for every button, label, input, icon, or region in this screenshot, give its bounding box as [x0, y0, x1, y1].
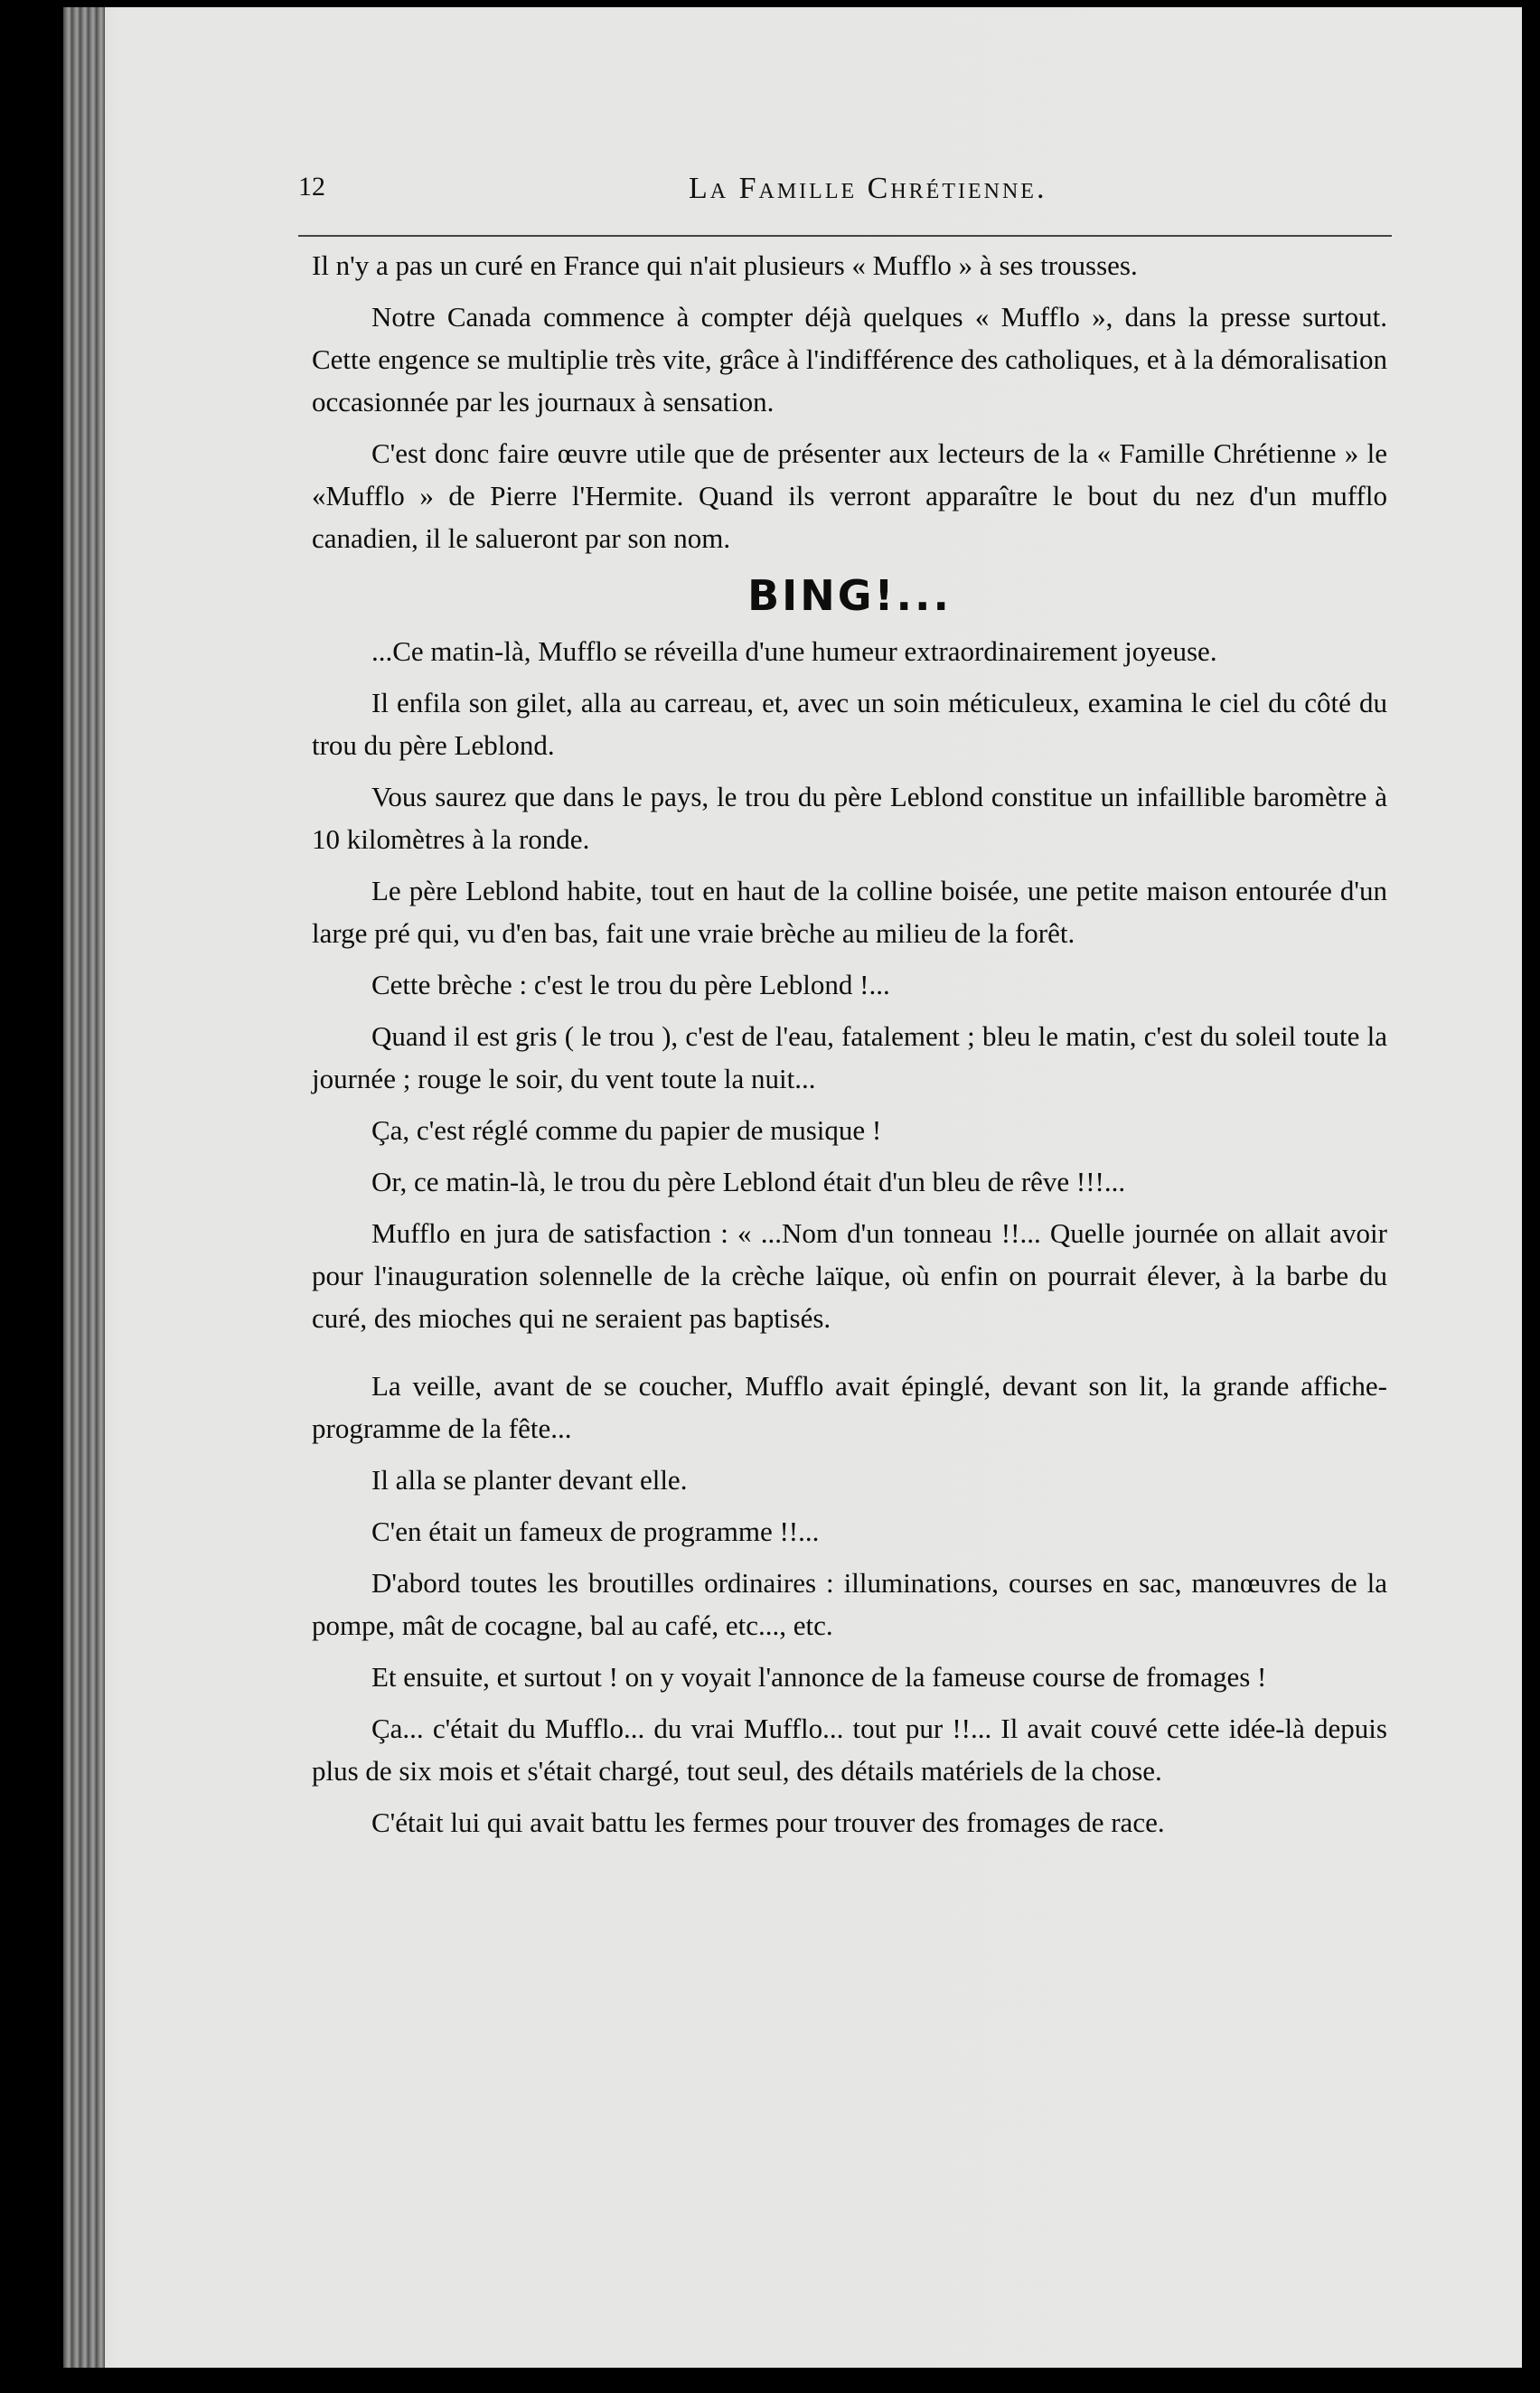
paragraph: C'en était un fameux de programme !!...: [371, 1516, 820, 1547]
paragraph: Mufflo en jura de satisfaction : « ...Nom d'un tonneau !!... Quelle journée on allait avoir pour l'inauguration solennelle de la crèche laïque, où enfin on pourrait élever, à la barbe du curé, des mioches qui ne seraient pas baptisés.: [312, 1217, 1387, 1334]
paragraph: La veille, avant de se coucher, Mufflo avait épinglé, devant son lit, la grande affiche-programme de la fête...: [312, 1370, 1387, 1444]
paragraph: Notre Canada commence à compter déjà quelques « Mufflo », dans la presse surtout. Cette engence se multiplie très vite, grâce à l'indifférence des catholiques, et à la démoralisation occasionnée par les journaux à sensation.: [312, 301, 1387, 418]
paragraph: C'est donc faire œuvre utile que de présenter aux lecteurs de la « Famille Chrétienne » le «Mufflo » de Pierre l'Hermite. Quand ils verront apparaître le bout du nez d'un mufflo canadien, il le salueront par son nom.: [312, 437, 1387, 554]
section-title: BING!...: [747, 571, 952, 620]
running-title: La Famille Chrétienne.: [689, 172, 1047, 205]
paragraph: Vous saurez que dans le pays, le trou du père Leblond constitue un infaillible baromètre à 10 kilomètres à la ronde.: [312, 781, 1387, 855]
paragraph: Ça... c'était du Mufflo... du vrai Mufflo... tout pur !!... Il avait couvé cette idée-là depuis plus de six mois et s'était chargé, tout seul, des détails matériels de la chose.: [312, 1713, 1387, 1787]
paragraph: ...Ce matin-là, Mufflo se réveilla d'une humeur extraordinairement joyeuse.: [371, 635, 1217, 667]
paragraph: C'était lui qui avait battu les fermes pour trouver des fromages de race.: [371, 1806, 1165, 1838]
paragraph: Il alla se planter devant elle.: [371, 1464, 688, 1496]
paragraph: D'abord toutes les broutilles ordinaires : illuminations, courses en sac, manœuvres de la pompe, mât de cocagne, bal au café, etc..., etc.: [312, 1567, 1387, 1641]
paragraph: Et ensuite, et surtout ! on y voyait l'annonce de la fameuse course de fromages !: [371, 1661, 1267, 1693]
paragraph: Le père Leblond habite, tout en haut de la colline boisée, une petite maison entourée d'un large pré qui, vu d'en bas, fait une vraie brèche au milieu de la forêt.: [312, 875, 1387, 949]
paragraph: Ça, c'est réglé comme du papier de musique !: [371, 1114, 882, 1146]
page-header: [298, 172, 1383, 213]
page-text: [312, 244, 1387, 1853]
page-number: 12: [298, 172, 325, 202]
header-rule: [298, 235, 1392, 237]
paragraph: Il enfila son gilet, alla au carreau, et, avec un soin méticuleux, examina le ciel du côté du trou du père Leblond.: [312, 687, 1387, 761]
paragraph: Quand il est gris ( le trou ), c'est de l'eau, fatalement ; bleu le matin, c'est du soleil toute la journée ; rouge le soir, du vent toute la nuit...: [312, 1020, 1387, 1094]
paragraph: Cette brèche : c'est le trou du père Leblond !...: [371, 969, 890, 1000]
paragraph: Il n'y a pas un curé en France qui n'ait plusieurs « Mufflo » à ses trousses.: [312, 249, 1138, 281]
book-binding-edge: [63, 7, 105, 2368]
paragraph: Or, ce matin-là, le trou du père Leblond était d'un bleu de rêve !!!...: [371, 1166, 1126, 1197]
